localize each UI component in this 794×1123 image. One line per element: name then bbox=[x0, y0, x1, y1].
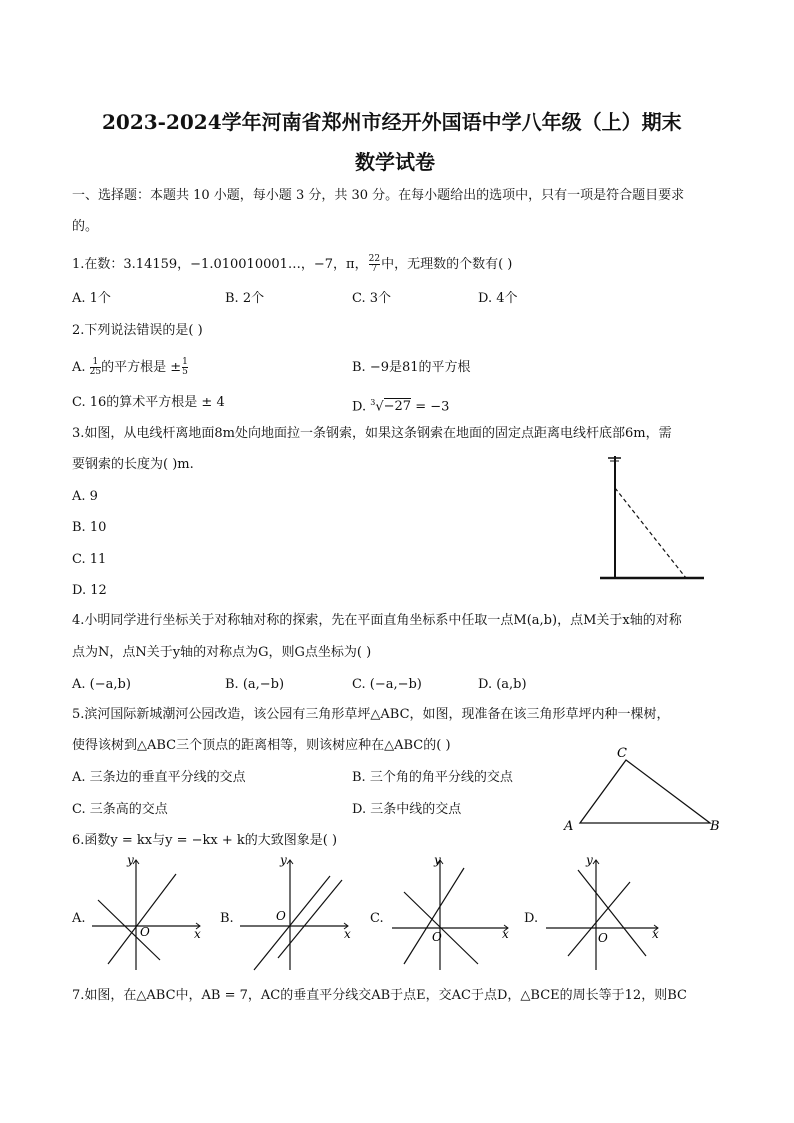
q1-frac-num: 22 bbox=[368, 254, 381, 264]
question-1-text-after: 中，无理数的个数有( ) bbox=[381, 257, 513, 272]
q1-frac-den: 7 bbox=[371, 264, 378, 274]
q6-graph-d bbox=[544, 852, 668, 974]
q6-graph-a bbox=[90, 852, 208, 974]
q2-a-fraction2 bbox=[182, 358, 188, 377]
q3-option-c: C. 11 bbox=[72, 552, 107, 567]
page-title-line1: 2023-2024学年河南省郑州市经开外国语中学八年级（上）期末 bbox=[102, 110, 682, 134]
question-6: 6.函数y = kx与y = −kx + k的大致图象是( ) bbox=[72, 833, 338, 848]
q6-option-c-label: C. bbox=[370, 911, 384, 926]
q5-option-b: B. 三个角的角平分线的交点 bbox=[352, 770, 513, 785]
question-5-line1: 5.滨河国际新城潮河公园改造，该公园有三角形草坪△ABC，如图，现准备在该三角形草坪内种一棵树， bbox=[72, 707, 670, 722]
q3-option-a: A. 9 bbox=[72, 489, 98, 504]
q2-d-root-index: 3 bbox=[370, 398, 376, 407]
vertex-a-label: A bbox=[564, 819, 574, 834]
x-axis-label: x bbox=[502, 927, 509, 941]
question-4-line2: 点为N，点N关于y轴的对称点为G，则G点坐标为( ) bbox=[72, 645, 372, 660]
question-1-text: 1.在数：3.14159，−1.010010001…，−7，π， bbox=[72, 257, 368, 272]
q2-d-radicand: −27 bbox=[383, 399, 412, 415]
vertex-b-label: B bbox=[710, 819, 720, 834]
triangle-abc bbox=[580, 760, 710, 823]
q2-d-suffix: = −3 bbox=[411, 399, 450, 415]
q4-option-a: A. (−a,b) bbox=[72, 677, 131, 692]
vertex-c-label: C bbox=[617, 746, 627, 761]
page-title-line2: 数学试卷 bbox=[355, 150, 435, 174]
q1-option-d: D. 4个 bbox=[478, 291, 518, 306]
y-axis-label: y bbox=[434, 853, 441, 867]
y-axis-label: y bbox=[586, 853, 593, 867]
q2-d-prefix: D. bbox=[352, 399, 371, 415]
x-axis-label: x bbox=[344, 927, 351, 941]
q4-option-c: C. (−a,−b) bbox=[352, 677, 422, 692]
question-2: 2.下列说法错误的是( ) bbox=[72, 323, 203, 338]
pole-cable-figure bbox=[596, 452, 708, 584]
q5-option-c: C. 三条高的交点 bbox=[72, 802, 168, 817]
question-5-line2: 使得该树到△ABC三个顶点的距离相等，则该树应种在△ABC的( ) bbox=[72, 738, 451, 753]
q2-a-frac2-num: 1 bbox=[182, 357, 188, 367]
triangle-abc-figure bbox=[558, 744, 728, 836]
line-y-kx bbox=[98, 900, 160, 960]
y-axis-label: y bbox=[280, 853, 287, 867]
q2-a-frac2-den: 5 bbox=[182, 367, 188, 377]
q4-option-b: B. (a,−b) bbox=[225, 677, 285, 692]
origin-label: O bbox=[598, 931, 608, 945]
q2-option-b: B. −9是81的平方根 bbox=[352, 360, 471, 375]
q2-a-fraction bbox=[90, 358, 101, 377]
line-y-neg-kx-plus-k bbox=[278, 880, 342, 958]
q1-option-a: A. 1个 bbox=[72, 291, 111, 306]
origin-label: O bbox=[140, 925, 150, 939]
section-instructions-line2: 的。 bbox=[72, 219, 99, 234]
question-4-line1: 4.小明同学进行坐标关于对称轴对称的探索，先在平面直角坐标系中任取一点M(a,b)，点M关于x轴的对称 bbox=[72, 613, 682, 628]
cable-line bbox=[615, 488, 686, 578]
q6-option-a-label: A. bbox=[72, 911, 86, 926]
q6-option-b-label: B. bbox=[220, 911, 234, 926]
x-axis-label: x bbox=[194, 927, 201, 941]
line-y-neg-kx-plus-k bbox=[578, 870, 646, 956]
q1-option-c: C. 3个 bbox=[352, 291, 392, 306]
origin-label: O bbox=[432, 930, 442, 944]
q3-option-d: D. 12 bbox=[72, 583, 107, 598]
q3-option-b: B. 10 bbox=[72, 520, 107, 535]
q2-a-mid: 的平方根是 ± bbox=[101, 360, 182, 375]
question-1 bbox=[72, 255, 512, 274]
q2-a-prefix: A. bbox=[72, 360, 90, 375]
line-y-kx bbox=[254, 876, 330, 970]
q6-graph-c bbox=[390, 852, 514, 974]
q1-fraction bbox=[369, 255, 380, 274]
section-instructions-line1: 一、选择题：本题共 10 小题，每小题 3 分，共 30 分。在每小题给出的选项中，只有一项是符合题目要求 bbox=[72, 188, 685, 203]
q5-option-a: A. 三条边的垂直平分线的交点 bbox=[72, 770, 246, 785]
q2-a-frac-num: 1 bbox=[90, 358, 101, 368]
question-7: 7.如图，在△ABC中，AB = 7，AC的垂直平分线交AB于点E，交AC于点D，△BCE的周长等于12，则BC bbox=[72, 988, 687, 1003]
question-3-line1: 3.如图，从电线杆离地面8m处向地面拉一条钢索，如果这条钢索在地面的固定点距离电线杆底部6m，需 bbox=[72, 426, 672, 441]
y-axis-label: y bbox=[127, 853, 134, 867]
line-y-neg-kx-plus-k bbox=[404, 868, 464, 964]
q1-option-b: B. 2个 bbox=[225, 291, 265, 306]
question-3-line2: 要钢索的长度为( )m. bbox=[72, 457, 194, 472]
radical-sign-icon: √ bbox=[375, 399, 384, 415]
q6-graph-b bbox=[238, 852, 356, 974]
q4-option-d: D. (a,b) bbox=[478, 677, 527, 692]
q6-option-d-label: D. bbox=[524, 911, 539, 926]
q2-option-d bbox=[352, 395, 449, 415]
q5-option-d: D. 三条中线的交点 bbox=[352, 802, 462, 817]
q2-option-a bbox=[72, 358, 188, 377]
x-axis-label: x bbox=[652, 927, 659, 941]
origin-label: O bbox=[276, 909, 286, 923]
q2-a-frac-den: 25 bbox=[89, 367, 102, 377]
q2-option-c: C. 16的算术平方根是 ± 4 bbox=[72, 395, 225, 410]
